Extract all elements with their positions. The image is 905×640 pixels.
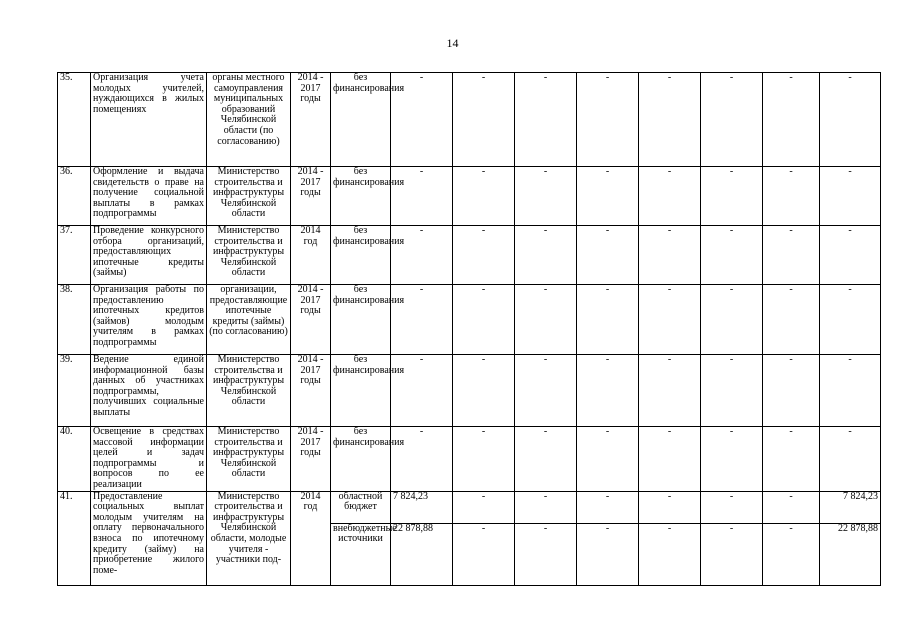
cell-value: - — [453, 73, 515, 167]
cell-value: 7 824,23 — [391, 491, 453, 523]
cell-value: - — [577, 491, 639, 523]
event-name: Оформление и выдача свидетельств о праве на получение социальной выплаты в рамках подпрограммы — [91, 167, 207, 226]
cell-value: - — [639, 491, 701, 523]
event-name: Предоставление социальных выплат молодым учителям на оплату первоначального взноса по ипотечному кредиту (займу) на приобретение жилого поме- — [91, 491, 207, 585]
cell-value: - — [453, 226, 515, 285]
event-name: Проведение конкурсного отбора организаций, предоставляющих ипотечные кредиты (займы) — [91, 226, 207, 285]
funding-source: без финансирования — [331, 73, 391, 167]
cell-value: - — [453, 167, 515, 226]
event-name: Ведение единой информационной базы данных об участниках подпрограммы, получивших социальные выплаты — [91, 355, 207, 427]
term: 2014 - 2017 годы — [291, 355, 331, 427]
funding-source: внебюджетные источники — [331, 523, 391, 585]
event-name: Освещение в средствах массовой информации целей и задач подпрограммы и вопросов по ее реализации — [91, 427, 207, 492]
cell-value: - — [515, 523, 577, 585]
funding-source: без финансирования — [331, 226, 391, 285]
cell-value: - — [391, 427, 453, 492]
cell-value: - — [577, 523, 639, 585]
executor: организации, предоставляющие ипотечные кредиты (займы) (по согласованию) — [207, 285, 291, 355]
cell-value: - — [820, 285, 881, 355]
cell-value: - — [763, 285, 820, 355]
table-row — [58, 226, 881, 285]
cell-value: - — [453, 285, 515, 355]
executor: Министерство строительства и инфраструктуры Челябинской области, молодые учителя - участники под- — [207, 491, 291, 585]
table-row — [58, 355, 881, 427]
cell-value: - — [639, 285, 701, 355]
row-number: 36. — [58, 167, 91, 226]
cell-value: - — [763, 491, 820, 523]
cell-value: - — [391, 285, 453, 355]
cell-value: - — [577, 355, 639, 427]
cell-value: - — [453, 355, 515, 427]
row-number: 39. — [58, 355, 91, 427]
cell-value: - — [639, 226, 701, 285]
program-activities-table — [57, 72, 881, 586]
cell-value: - — [577, 226, 639, 285]
executor: Министерство строительства и инфраструктуры Челябинской области — [207, 355, 291, 427]
cell-value: - — [515, 167, 577, 226]
term: 2014 - 2017 годы — [291, 427, 331, 492]
term: 2014 год — [291, 226, 331, 285]
cell-value: - — [639, 355, 701, 427]
cell-value: 22 878,88 — [391, 523, 453, 585]
row-number: 40. — [58, 427, 91, 492]
term: 2014 - 2017 годы — [291, 285, 331, 355]
cell-value: - — [701, 523, 763, 585]
cell-value: - — [701, 285, 763, 355]
cell-value: - — [391, 167, 453, 226]
cell-value: - — [639, 523, 701, 585]
cell-value: - — [391, 355, 453, 427]
row-number: 38. — [58, 285, 91, 355]
event-name: Организация учета молодых учителей, нуждающихся в жилых помещениях — [91, 73, 207, 167]
page-number: 14 — [446, 36, 459, 50]
cell-value: - — [701, 167, 763, 226]
cell-value: - — [701, 355, 763, 427]
cell-value: - — [515, 355, 577, 427]
table-row — [58, 427, 881, 492]
cell-value: - — [453, 523, 515, 585]
cell-value: - — [763, 167, 820, 226]
cell-value: - — [639, 427, 701, 492]
term: 2014 год — [291, 491, 331, 585]
term: 2014 - 2017 годы — [291, 167, 331, 226]
row-number: 35. — [58, 73, 91, 167]
term: 2014 - 2017 годы — [291, 73, 331, 167]
table-row — [58, 491, 881, 523]
cell-value: - — [820, 167, 881, 226]
row-number: 41. — [58, 491, 91, 585]
funding-source: без финансирования — [331, 167, 391, 226]
row-number: 37. — [58, 226, 91, 285]
cell-value: - — [820, 73, 881, 167]
table-row — [58, 167, 881, 226]
cell-value: - — [820, 226, 881, 285]
cell-value: - — [515, 491, 577, 523]
cell-value: - — [515, 427, 577, 492]
cell-value: - — [577, 427, 639, 492]
table-row — [58, 73, 881, 167]
cell-value: 7 824,23 — [820, 491, 881, 523]
cell-value: - — [820, 355, 881, 427]
event-name: Организация работы по предоставлению ипотечных кредитов (займов) молодым учителям в рамках подпрограммы — [91, 285, 207, 355]
cell-value: - — [763, 226, 820, 285]
funding-source: без финансирования — [331, 355, 391, 427]
cell-value: - — [577, 167, 639, 226]
cell-value: - — [453, 491, 515, 523]
cell-value: - — [391, 226, 453, 285]
cell-value: - — [763, 355, 820, 427]
executor: органы местного самоуправления муниципальных образований Челябинской области (по согласованию) — [207, 73, 291, 167]
cell-value: - — [763, 427, 820, 492]
table-row — [58, 285, 881, 355]
cell-value: - — [701, 73, 763, 167]
cell-value: - — [577, 73, 639, 167]
cell-value: - — [515, 73, 577, 167]
cell-value: - — [763, 523, 820, 585]
cell-value: - — [701, 491, 763, 523]
cell-value: - — [453, 427, 515, 492]
cell-value: - — [701, 226, 763, 285]
funding-source: без финансирования — [331, 427, 391, 492]
cell-value: - — [515, 226, 577, 285]
funding-source: без финансирования — [331, 285, 391, 355]
cell-value: - — [763, 73, 820, 167]
cell-value: 22 878,88 — [820, 523, 881, 585]
cell-value: - — [391, 73, 453, 167]
cell-value: - — [701, 427, 763, 492]
cell-value: - — [639, 167, 701, 226]
executor: Министерство строительства и инфраструктуры Челябинской области — [207, 226, 291, 285]
cell-value: - — [820, 427, 881, 492]
executor: Министерство строительства и инфраструктуры Челябинской области — [207, 427, 291, 492]
executor: Министерство строительства и инфраструктуры Челябинской области — [207, 167, 291, 226]
cell-value: - — [639, 73, 701, 167]
cell-value: - — [515, 285, 577, 355]
cell-value: - — [577, 285, 639, 355]
funding-source: областной бюджет — [331, 491, 391, 523]
